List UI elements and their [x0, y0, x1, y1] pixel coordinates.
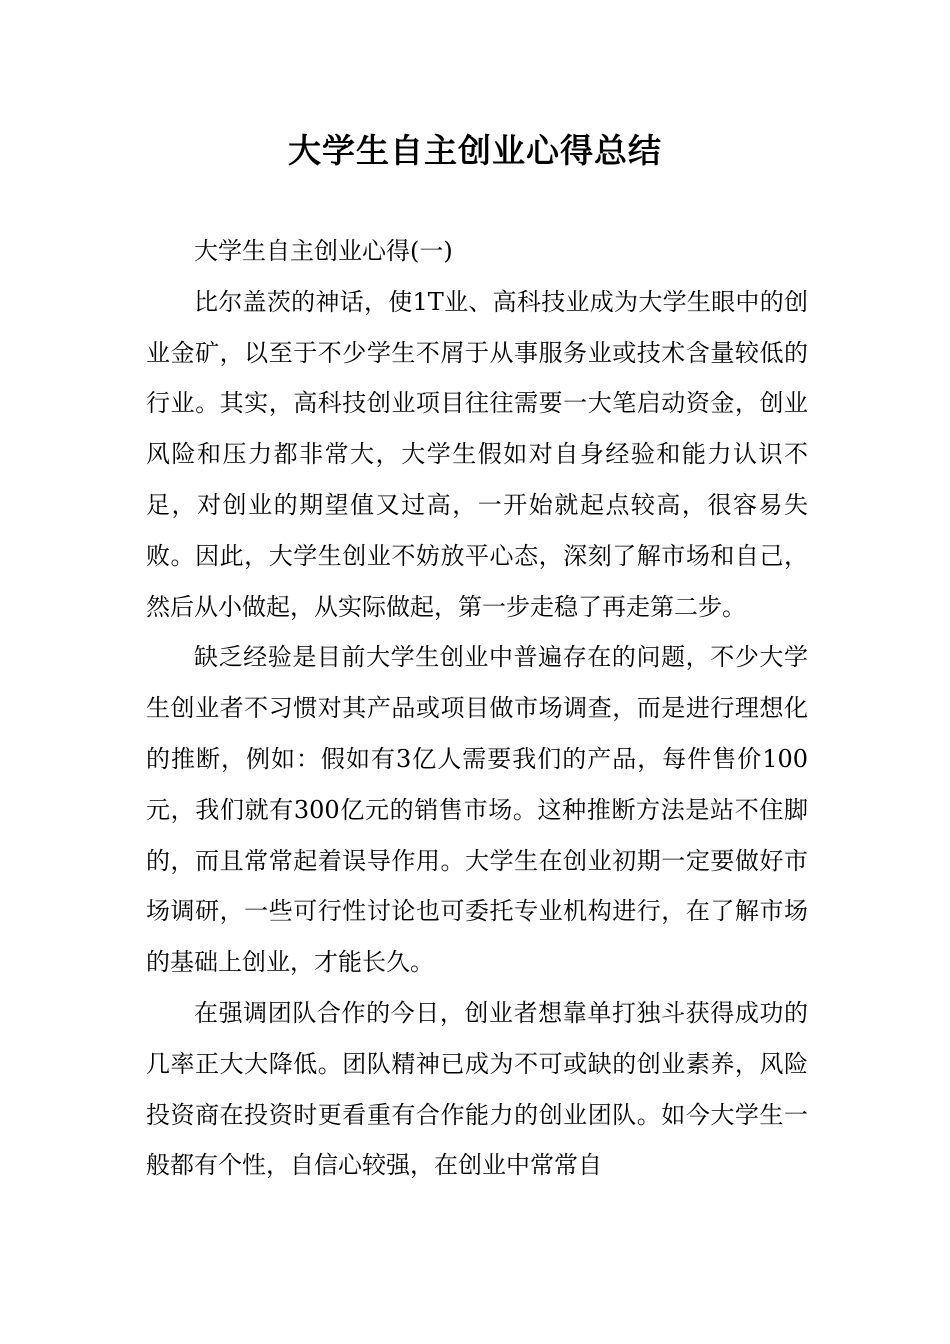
document-title: 大学生自主创业心得总结 [288, 131, 662, 170]
paragraph-1: 比尔盖茨的神话，使1T业、高科技业成为大学生眼中的创业金矿，以至于不少学生不屑于从事服务业或技术含量较低的行业。其实，高科技创业项目往往需要一大笔启动资金，创业风险和压力都非常大，大学生假如对自身经验和能力认识不足，对创业的期望值又过高，一开始就起点较高，很容易失败。因此，大学生创业不妨放平心态，深刻了解市场和自己，然后从小做起，从实际做起，第一步走稳了再走第二步。 [146, 287, 808, 621]
section-heading: 大学生自主创业心得(一) [194, 237, 453, 265]
paragraph-2: 缺乏经验是目前大学生创业中普遍存在的问题，不少大学生创业者不习惯对其产品或项目做市场调查，而是进行理想化的推断，例如：假如有3亿人需要我们的产品，每件售价100元，我们就有300亿元的销售市场。这种推断方法是站不住脚的，而且常常起着误导作用。大学生在创业初期一定要做好市场调研，一些可行性讨论也可委托专业机构进行，在了解市场的基础上创业，才能长久。 [146, 643, 808, 977]
document-body [146, 226, 808, 1191]
paragraph-3: 在强调团队合作的今日，创业者想靠单打独斗获得成功的几率正大大降低。团队精神已成为不可或缺的创业素养，风险投资商在投资时更看重有合作能力的创业团队。如今大学生一般都有个性，自信心较强，在创业中常常自 [146, 998, 808, 1180]
